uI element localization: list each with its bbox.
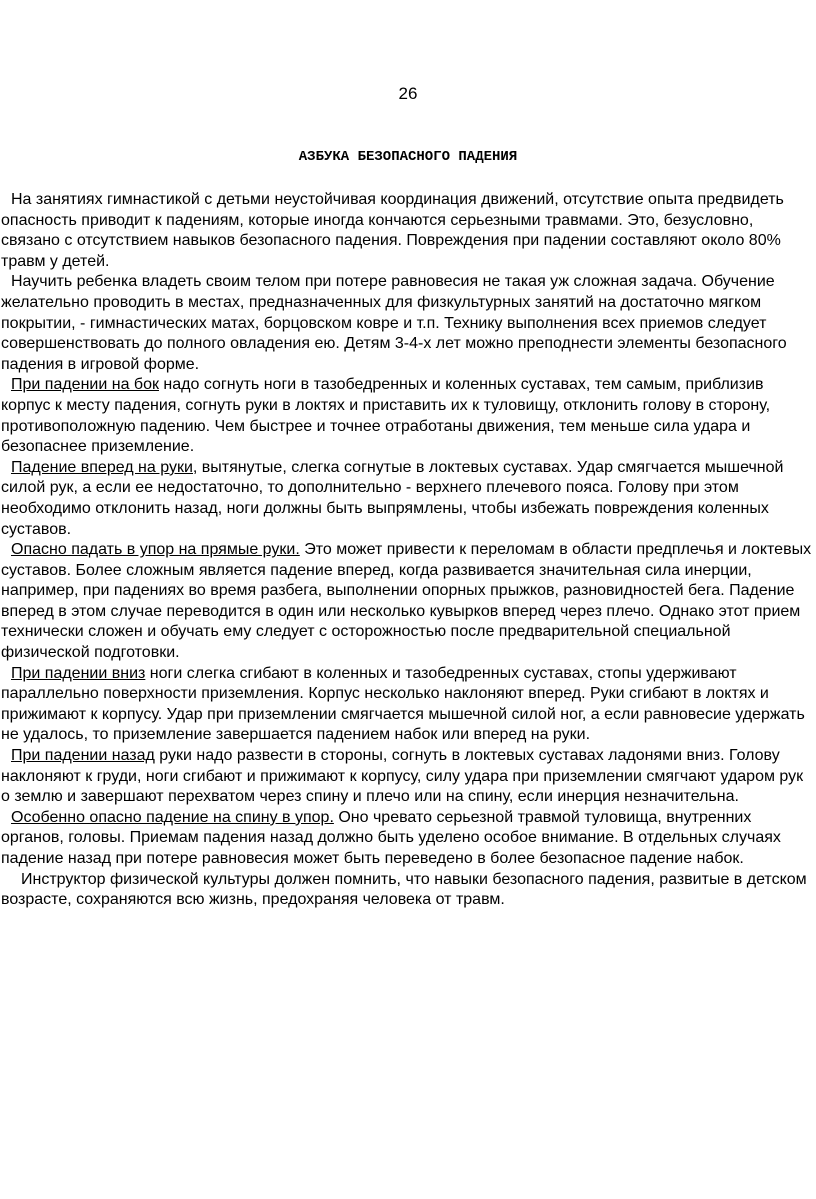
paragraph-lead: При падении назад [11,747,155,765]
paragraph-conclusion [1,870,814,911]
paragraph-lead: При падении на бок [11,376,159,394]
paragraph-text: вытянутые, слегка согнутые в локтевых суставах. Удар смягчается мышечной силой рук, а если ее недостаточно, то дополнительно - верхнего плечевого пояса. Голову при этом необходимо отклонить назад, ноги должны быть выпрямлены, чтобы избежать повреждения коленных суставов. [1,458,784,538]
paragraph-text: надо согнуть ноги в тазобедренных и коленных суставах, тем самым, приблизив корпус к месту падения, согнуть руки в локтях и приставить их к туловищу, отклонить голову в сторону, противоположную падению. Чем быстрее и точнее отработаны движения, тем меньше сила удара и безопаснее приземление. [1,376,771,456]
paragraph-text: Инструктор физической культуры должен помнить, что навыки безопасного падения, развитые в детском возрасте, сохраняются всю жизнь, предохраняя человека от травм. [1,870,807,909]
paragraph-straight-arms [1,540,814,664]
paragraph-teaching [1,272,814,375]
paragraph-lead: Опасно падать в упор на прямые руки. [11,541,300,559]
paragraph-lead: Падение вперед на руки, [11,458,198,476]
paragraph-text: ноги слегка сгибают в коленных и тазобедренных суставах, стопы удерживают параллельно поверхности приземления. Корпус несколько наклоняют вперед. Руки сгибают в локтях и прижимают к корпусу. Удар при приземлении смягчается мышечной силой ног, а если равновесие удержать не удалось, то приземление завершается падением набок или вперед на руки. [1,664,805,744]
paragraph-text: Научить ребенка владеть своим телом при потере равновесия не такая уж сложная задача. Обучение желательно проводить в местах, предназначенных для физкультурных занятий на достаточно мягком покрытии, - гимнастических матах, борцовском ковре и т.п. Технику выполнения всех приемов следует совершенствовать до полного овладения ею. Детям 3-4-х лет можно преподнести элементы безопасного падения в игровой форме. [1,273,787,373]
paragraph-text: Оно чревато серьезной травмой туловища, внутренних органов, головы. Приемам падения назад должно быть уделено особое внимание. В отдельных случаях падение назад при потере равновесия может быть переведено в более безопасное падение набок. [1,808,781,867]
article-body [0,190,816,911]
paragraph-text: На занятиях гимнастикой с детьми неустойчивая координация движений, отсутствие опыта предвидеть опасность приводит к падениям, которые иногда кончаются серьезными травмами. Это, безусловно, связано с отсутствием навыков безопасного падения. Повреждения при падении составляют около 80% травм у детей. [1,191,784,270]
paragraph-text: руки надо развести в стороны, согнуть в локтевых суставах ладонями вниз. Голову наклоняют к груди, ноги сгибают и прижимают к корпусу, силу удара при приземлении смягчают ударом рук о землю и завершают перехватом через спину и плечо или на спину, если инерция незначительна. [1,747,804,806]
paragraph-back-fall [1,746,814,808]
paragraph-lead: Особенно опасно падение на спину в упор. [11,808,334,826]
paragraph-side-fall [1,375,814,457]
paragraph-down-fall [1,664,814,746]
paragraph-text: Это может привести к переломам в области предплечья и локтевых суставов. Более сложным является падение вперед, когда развивается значительная сила инерции, например, при падениях во время разбега, выполнении опорных прыжков, разновидностей бега. Падение вперед в этом случае переводится в один или несколько кувырков вперед через плечо. Однако этот прием технически сложен и обучать ему следует с осторожностью после предварительной специальной физической подготовки. [1,541,812,662]
page-title: АЗБУКА БЕЗОПАСНОГО ПАДЕНИЯ [298,149,518,165]
page-number: 26 [398,84,418,103]
paragraph-forward-fall [1,458,814,540]
paragraph-lead: При падении вниз [11,664,146,682]
paragraph-back-danger [1,808,814,870]
paragraph-intro [1,190,814,272]
